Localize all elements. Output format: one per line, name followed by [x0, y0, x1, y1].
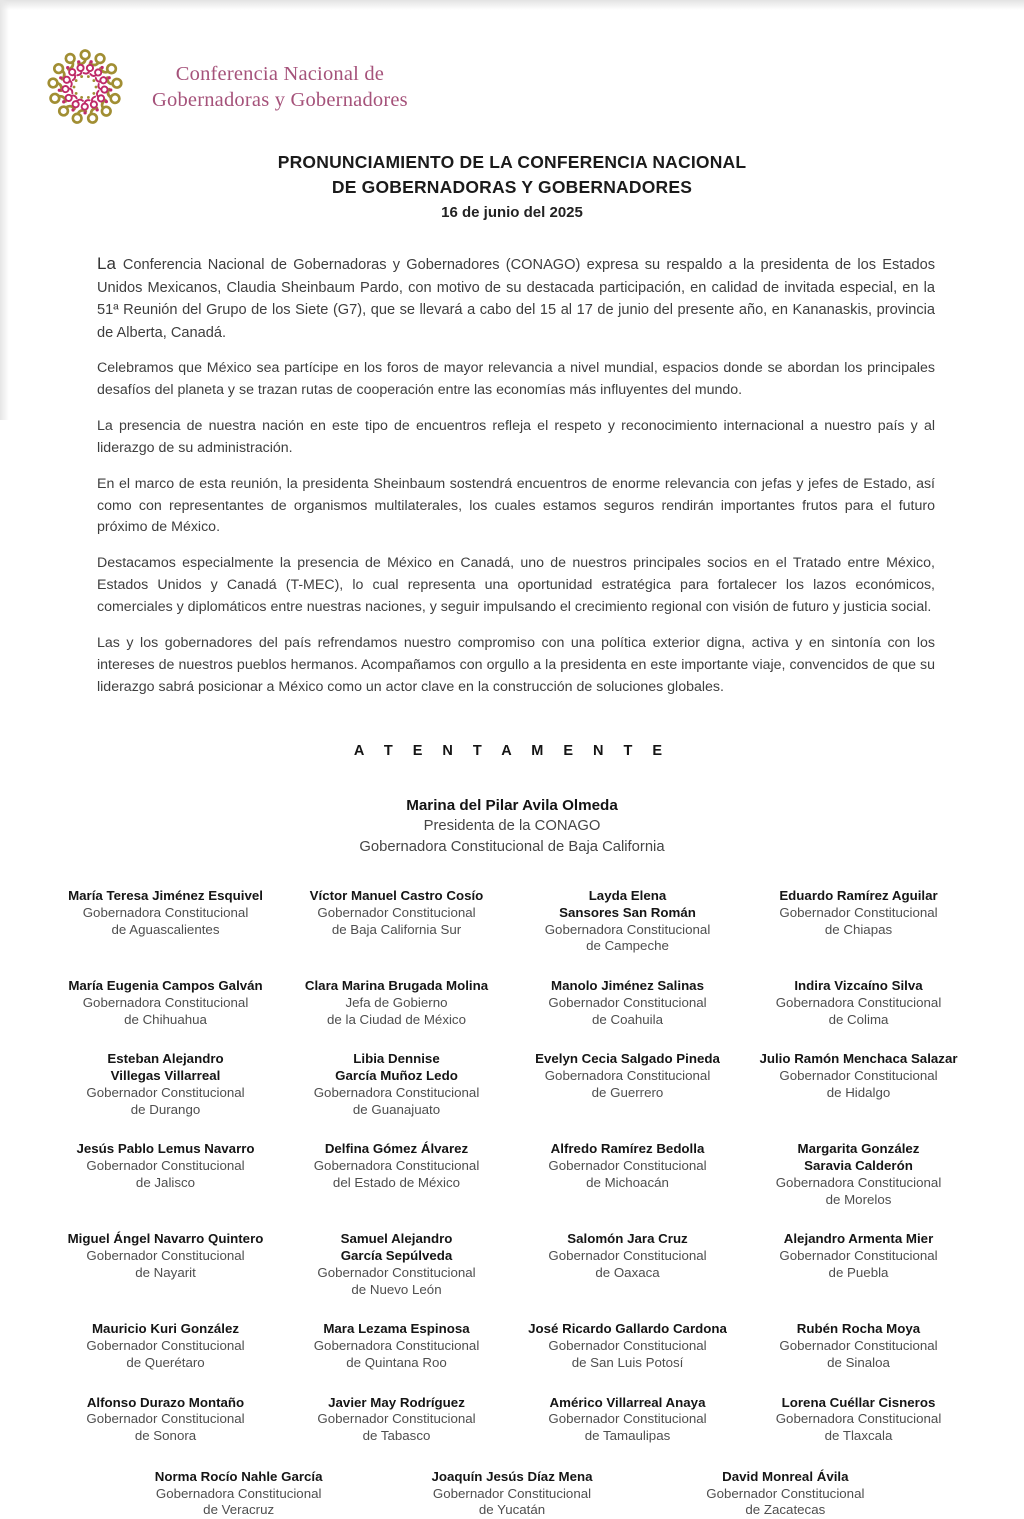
signatory-title-line: Gobernador Constitucional — [86, 1158, 245, 1174]
signatory-person-name: Alejandro Armenta Mier — [783, 1231, 934, 1247]
signatory-person-name: Américo Villarreal Anaya — [549, 1394, 706, 1410]
signatory-title-line: Gobernador Constitucional — [432, 1485, 592, 1501]
signatory-title-line: Gobernador Constitucional — [548, 1158, 707, 1174]
body-paragraph: Las y los gobernadores del país refrendamos nuestro compromiso con una política exterior digna, activa y en sintonía con los intereses de nuestros pueblos hermanos. Acompañamos con orgullo a la presidenta en este importante viaje, convencidos de que su liderazgo sabrá posicionar a México como un actor clave en la construcción de soluciones globales. — [97, 634, 935, 695]
signatory-title-line: de Chihuahua — [124, 1011, 207, 1027]
signatory-cell — [56, 1321, 275, 1371]
signatory-title-line: Gobernador Constitucional — [706, 1485, 865, 1501]
signatory-title-line: Gobernador Constitucional — [548, 1411, 707, 1427]
signatory-title-line: Gobernador Constitucional — [86, 1084, 245, 1100]
signatory-title-line: Gobernador Constitucional — [548, 1338, 707, 1354]
signatory-title-line: de Hidalgo — [826, 1084, 891, 1100]
signatory-title-line: Gobernadora Constitucional — [82, 904, 249, 920]
signatory-person-name: Norma Rocío Nahle García — [154, 1468, 323, 1484]
signatory-cell — [108, 1469, 369, 1519]
signatory-title-line: Gobernadora Constitucional — [155, 1485, 322, 1501]
signatory-title-line: de Tlaxcala — [824, 1428, 893, 1444]
signatory-title-line: de Zacatecas — [745, 1502, 826, 1518]
document-title-line1: PRONUNCIAMIENTO DE LA CONFERENCIA NACIONAL — [277, 152, 747, 172]
signatory-title-line: de Sonora — [134, 1428, 197, 1444]
signatory-title-line: Gobernador Constitucional — [779, 904, 938, 920]
signatory-person-name: Samuel Alejandro — [340, 1231, 453, 1247]
signatory-cell — [749, 888, 968, 955]
signatory-person-name: Indira Vizcaíno Silva — [794, 978, 923, 994]
signatory-title-line: Gobernadora Constitucional — [544, 1068, 711, 1084]
signatory-cell — [56, 1395, 275, 1445]
signatory-title-line: de Querétaro — [126, 1354, 205, 1370]
signatory-title-line: de Coahuila — [592, 1011, 663, 1027]
signatory-cell — [287, 1141, 506, 1208]
signatory-person-name: Manolo Jiménez Salinas — [551, 978, 704, 994]
signatory-cell — [749, 1321, 968, 1371]
signatory-title-line: Gobernadora Constitucional — [313, 1158, 480, 1174]
signatory-title-line: Gobernador Constitucional — [548, 1248, 707, 1264]
signatory-person-name: María Eugenia Campos Galván — [68, 978, 263, 994]
signatory-title-line: Gobernadora Constitucional — [775, 994, 942, 1010]
signatory-title-line: Gobernador Constitucional — [779, 1068, 938, 1084]
signatory-title-line: de Baja California Sur — [331, 921, 462, 937]
signatory-cell — [749, 978, 968, 1028]
conago-header — [0, 0, 1024, 138]
conago-logo-icon — [34, 36, 136, 138]
signatory-role: Presidenta de la CONAGO — [423, 818, 601, 835]
signatory-person-name: José Ricardo Gallardo Cardona — [528, 1321, 727, 1337]
signatory-title-line: de Yucatán — [478, 1502, 546, 1518]
signatory-title-line: de Guerrero — [591, 1084, 664, 1100]
signatory-person-name: Alfredo Ramírez Bedolla — [550, 1141, 705, 1157]
signatory-title-line: Gobernadora Constitucional — [313, 1338, 480, 1354]
signatory-person-name: Libia Dennise — [353, 1051, 440, 1067]
signatory-title-line: Gobernador Constitucional — [779, 1248, 938, 1264]
signatory-title-line: de Quintana Roo — [346, 1354, 447, 1370]
signatory-person-name: Rubén Rocha Moya — [796, 1321, 921, 1337]
signatory-title-line: de Nayarit — [135, 1264, 196, 1280]
signatory-title-line: de Aguascalientes — [111, 921, 220, 937]
body-paragraph: Celebramos que México sea partícipe en los foros de mayor relevancia a nivel mundial, espacios donde se abordan los principales desafíos del planeta y se trazan rutas de cooperación entre las economías más influyentes del mundo. — [97, 360, 935, 399]
signatory-person-name: Javier May Rodríguez — [328, 1394, 465, 1410]
signatory-cell — [56, 978, 275, 1028]
signatory-cell — [287, 1231, 506, 1298]
signatory-state: Gobernadora Constitucional de Baja California — [359, 839, 665, 856]
signatory-cell — [518, 1395, 737, 1445]
org-name — [152, 61, 408, 113]
signatory-title-line: Gobernadora Constitucional — [775, 1174, 942, 1190]
signatory-title-line: Gobernador Constitucional — [86, 1338, 245, 1354]
signatory-cell — [749, 1141, 968, 1208]
signatory-title-line: Gobernador Constitucional — [86, 1411, 245, 1427]
document-date: 16 de junio del 2025 — [441, 203, 583, 221]
signatory-title-line: de San Luis Potosí — [571, 1354, 684, 1370]
signatory-title-line: de Campeche — [586, 938, 669, 954]
signatory-title-line: de Guanajuato — [352, 1101, 441, 1117]
signatory-person-name: Miguel Ángel Navarro Quintero — [67, 1231, 264, 1247]
paragraph-lead: La — [97, 253, 123, 273]
president-signature — [0, 795, 1024, 859]
signatory-cell — [381, 1469, 642, 1519]
body-paragraphs — [97, 251, 935, 699]
signatory-title-line: de Veracruz — [203, 1502, 275, 1518]
signatory-title-line: Gobernador Constitucional — [317, 1264, 476, 1280]
signatory-cell — [518, 978, 737, 1028]
signatories-grid-last-row — [108, 1469, 916, 1519]
signatory-person-name: Saravia Calderón — [804, 1158, 913, 1174]
signatory-title-line: de Colima — [828, 1011, 889, 1027]
signatory-cell — [287, 1321, 506, 1371]
signatory-name: Marina del Pilar Avila Olmeda — [406, 796, 618, 814]
signatory-person-name: Mauricio Kuri González — [91, 1321, 240, 1337]
signatory-title-line: de Tamaulipas — [584, 1428, 671, 1444]
atentamente-heading: A T E N T A M E N T E — [353, 742, 671, 759]
signatory-person-name: Jesús Pablo Lemus Navarro — [76, 1141, 255, 1157]
signatory-person-name: García Muñoz Ledo — [335, 1068, 458, 1084]
signatory-cell — [749, 1051, 968, 1118]
signatory-title-line: de Durango — [130, 1101, 201, 1117]
signatory-person-name: Mara Lezama Espinosa — [323, 1321, 470, 1337]
signatory-person-name: María Teresa Jiménez Esquivel — [68, 888, 263, 904]
signatory-title-line: Gobernadora Constitucional — [82, 994, 249, 1010]
signatory-person-name: Alfonso Durazo Montaño — [86, 1394, 245, 1410]
signatory-title-line: del Estado de México — [332, 1174, 461, 1190]
signatory-title-line: Gobernador Constitucional — [779, 1338, 938, 1354]
signatory-title-line: de Sinaloa — [827, 1354, 890, 1370]
signatory-title-line: de Oaxaca — [595, 1264, 660, 1280]
org-name-line1: Conferencia Nacional de — [175, 62, 385, 85]
signatory-title-line: de Morelos — [825, 1191, 892, 1207]
signatory-person-name: Sansores San Román — [559, 904, 696, 920]
signatory-cell — [287, 1395, 506, 1445]
signatory-title-line: Gobernador Constitucional — [86, 1248, 245, 1264]
signatory-cell — [56, 888, 275, 955]
signatory-title-line: Gobernador Constitucional — [317, 904, 476, 920]
signatories-grid — [56, 888, 968, 1445]
signatory-person-name: Joaquín Jesús Díaz Mena — [431, 1468, 593, 1484]
signatory-cell — [56, 1231, 275, 1298]
signatory-cell — [518, 1051, 737, 1118]
signatory-title-line: de Michoacán — [586, 1174, 669, 1190]
signatory-cell — [518, 1231, 737, 1298]
document-title-block — [0, 150, 1024, 221]
signatory-cell — [655, 1469, 916, 1519]
document-title-line2: DE GOBERNADORAS Y GOBERNADORES — [331, 177, 693, 198]
signatory-title-line: Jefa de Gobierno — [345, 994, 448, 1010]
signatory-title-line: Gobernadora Constitucional — [313, 1084, 480, 1100]
body-paragraph: La presencia de nuestra nación en este tipo de encuentros refleja el respeto y reconocimiento internacional a nuestro país y al liderazgo de su administración. — [97, 418, 935, 456]
signatory-cell — [518, 1141, 737, 1208]
signatory-person-name: Lorena Cuéllar Cisneros — [781, 1394, 936, 1410]
signatory-person-name: Salomón Jara Cruz — [567, 1231, 688, 1247]
signatory-person-name: Clara Marina Brugada Molina — [304, 978, 489, 994]
signatory-title-line: de la Ciudad de México — [327, 1011, 466, 1027]
signatory-cell — [287, 888, 506, 955]
signatory-person-name: David Monreal Ávila — [722, 1468, 849, 1484]
signatory-person-name: Layda Elena — [588, 888, 667, 904]
signatory-cell — [287, 978, 506, 1028]
signatory-cell — [56, 1141, 275, 1208]
signatory-title-line: Gobernadora Constitucional — [775, 1411, 942, 1427]
signatory-title-line: de Nuevo León — [351, 1281, 442, 1297]
signatory-person-name: Julio Ramón Menchaca Salazar — [759, 1051, 958, 1067]
signatory-cell — [518, 888, 737, 955]
signatory-person-name: Esteban Alejandro — [107, 1051, 224, 1067]
signatory-cell — [287, 1051, 506, 1118]
signatory-title-line: Gobernador Constitucional — [317, 1411, 476, 1427]
body-paragraph: Destacamos especialmente la presencia de México en Canadá, uno de nuestros principales socios en el Tratado entre México, Estados Unidos y Canadá (T-MEC), lo cual representa una oportunidad estratégica para fortalecer los lazos económicos, comerciales y diplomáticos entre nuestras naciones, y seguir impulsando el crecimiento regional con visión de futuro y justicia social. — [97, 555, 935, 616]
signatory-person-name: Villegas Villarreal — [110, 1068, 221, 1084]
signatory-person-name: Margarita González — [797, 1141, 920, 1157]
org-name-line2: Gobernadoras y Gobernadores — [152, 89, 408, 111]
signatory-title-line: de Chiapas — [824, 921, 893, 937]
signatory-person-name: Delfina Gómez Álvarez — [324, 1141, 469, 1157]
signatory-person-name: Evelyn Cecia Salgado Pineda — [535, 1051, 720, 1067]
signatory-cell — [518, 1321, 737, 1371]
body-paragraph: La Conferencia Nacional de Gobernadoras y Gobernadores (CONAGO) expresa su respaldo a la presidenta de los Estados Unidos Mexicanos, Claudia Sheinbaum Pardo, con motivo de su destacada participación, en calidad de invitada especial, en la 51ª Reunión del Grupo de los Siete (G7), que se llevará a cabo del 15 al 17 de junio del presente año, en Kananaskis, provincia de Alberta, Canadá. — [97, 253, 935, 341]
signatory-title-line: de Tabasco — [362, 1428, 431, 1444]
signatory-title-line: Gobernadora Constitucional — [544, 921, 711, 937]
signatory-person-name: Eduardo Ramírez Aguilar — [779, 888, 938, 904]
signatory-cell — [749, 1395, 968, 1445]
signatory-title-line: de Jalisco — [135, 1174, 196, 1190]
signatory-person-name: García Sepúlveda — [340, 1248, 453, 1264]
body-paragraph: En el marco de esta reunión, la presidenta Sheinbaum sostendrá encuentros de enorme relevancia con jefas y jefes de Estado, así como con representantes de organismos multilaterales, los cuales estamos seguros rendirán importantes frutos para el futuro próximo de México. — [97, 475, 935, 536]
signatory-title-line: Gobernador Constitucional — [548, 994, 707, 1010]
signatory-cell — [749, 1231, 968, 1298]
signatory-title-line: de Puebla — [828, 1264, 889, 1280]
signatory-cell — [56, 1051, 275, 1118]
signatory-person-name: Víctor Manuel Castro Cosío — [309, 888, 484, 904]
